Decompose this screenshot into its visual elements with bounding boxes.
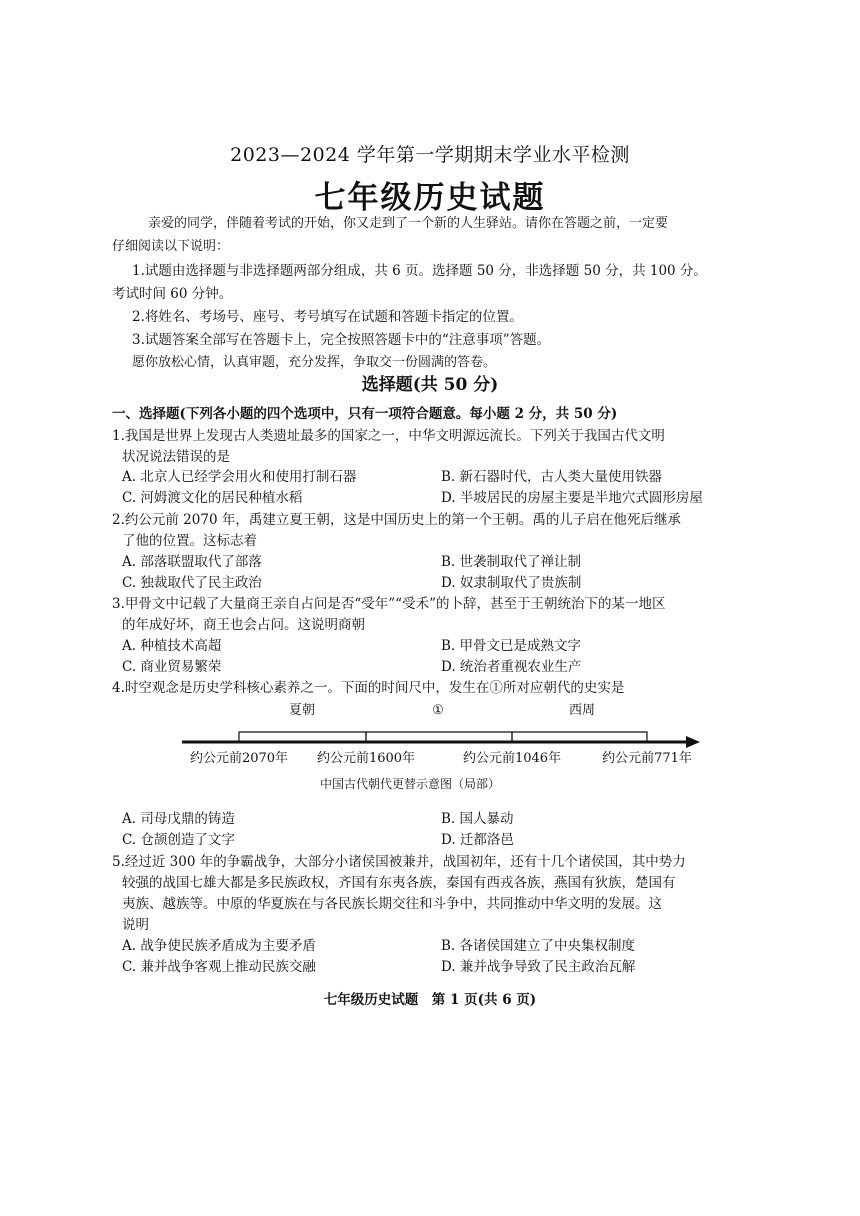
- question-3-option-c: C. 商业贸易繁荣: [122, 659, 222, 675]
- question-2-option-a: A. 部落联盟取代了部落: [122, 554, 262, 570]
- question-5-stem-line-3: 夷族、越族等。中原的华夏族在与各民族长期交往和斗争中，共同推动中华文明的发展。这: [122, 896, 662, 912]
- question-5-stem-line-2: 较强的战国七雄大都是多民族政权，齐国有东夷各族，秦国有西戎各族，燕国有狄族，楚国有: [122, 875, 676, 891]
- timeline-segment-western-zhou: 西周: [568, 703, 596, 718]
- section-title: 选择题(共 50 分): [361, 375, 499, 395]
- question-5-stem-line-4: 说明: [122, 917, 149, 933]
- timeline-arrow-icon: [686, 736, 700, 748]
- question-3-stem-line-1: 3.甲骨文中记载了大量商王亲自占问是否“受年”“受禾”的卜辞，甚至于王朝统治下的某一地区: [112, 596, 666, 612]
- question-5-stem-line-1: 5.经过近 300 年的争霸战争，大部分小诸侯国被兼并，战国初年，还有十几个诸侯国，其中势力: [112, 854, 686, 870]
- note-1: 1.试题由选择题与非选择题两部分组成，共 6 页。选择题 50 分，非选择题 50 分，共 100 分。: [132, 263, 707, 279]
- school-year-heading: 2023—2024 学年第一学期期末学业水平检测: [230, 144, 630, 166]
- intro-line-1: 亲爱的同学，伴随着考试的开始，你又走到了一个新的人生驿站。请你在答题之前，一定要: [148, 216, 669, 231]
- note-2: 2.将姓名、考场号、座号、考号填写在试题和答题卡指定的位置。: [132, 309, 523, 325]
- question-5-option-b: B. 各诸侯国建立了中央集权制度: [441, 938, 636, 954]
- question-3-option-a: A. 种植技术高超: [122, 638, 222, 654]
- timeline-segment-xia: 夏朝: [288, 703, 316, 718]
- timeline-caption: 中国古代朝代更替示意图（局部）: [319, 777, 501, 791]
- timeline-diagram: [170, 695, 710, 800]
- question-3-stem-line-2: 的年成好坏，商王也会占问。这说明商朝: [122, 617, 365, 633]
- note-1-cont: 考试时间 60 分钟。: [112, 286, 233, 302]
- question-2-option-b: B. 世袭制取代了禅让制: [441, 554, 582, 570]
- question-3-option-d: D. 统治者重视农业生产: [441, 659, 582, 675]
- timeline-segment-1: ①: [432, 703, 444, 718]
- exam-title: 七年级历史试题: [314, 180, 546, 216]
- question-4-option-c: C. 仓颉创造了文字: [122, 832, 235, 848]
- timeline-date-2: 约公元前1600年: [316, 751, 416, 766]
- note-encouragement: 愿你放松心情，认真审题，充分发挥，争取交一份圆满的答卷。: [132, 355, 497, 370]
- question-4-option-b: B. 国人暴动: [441, 811, 514, 827]
- question-1-stem-line-1: 1.我国是世界上发现古人类遗址最多的国家之一，中华文明源远流长。下列关于我国古代文明: [112, 428, 665, 444]
- question-4-option-d: D. 迁都洛邑: [441, 832, 514, 848]
- question-3-option-b: B. 甲骨文已是成熟文字: [441, 638, 582, 654]
- intro-line-2: 仔细阅读以下说明：: [112, 239, 230, 254]
- question-1-stem-line-2: 状况说法错误的是: [122, 449, 230, 465]
- page-footer: 七年级历史试题 第 1 页(共 6 页): [323, 992, 537, 1008]
- timeline-date-4: 约公元前771年: [602, 751, 692, 766]
- question-4-option-a: A. 司母戊鼎的铸造: [122, 811, 235, 827]
- timeline-date-3: 约公元前1046年: [462, 751, 562, 766]
- question-1-option-b: B. 新石器时代，古人类大量使用铁器: [441, 469, 663, 485]
- part-header: 一、选择题(下列各小题的四个选项中，只有一项符合题意。每小题 2 分，共 50 分): [112, 406, 618, 422]
- question-5-option-c: C. 兼并战争客观上推动民族交融: [122, 959, 316, 975]
- question-1-option-d: D. 半坡居民的房屋主要是半地穴式圆形房屋: [441, 490, 703, 506]
- question-1-option-c: C. 河姆渡文化的居民种植水稻: [122, 490, 303, 506]
- note-3: 3.试题答案全部写在答题卡上，完全按照答题卡中的“注意事项”答题。: [132, 332, 551, 348]
- question-2-option-c: C. 独裁取代了民主政治: [122, 575, 262, 591]
- question-1-option-a: A. 北京人已经学会用火和使用打制石器: [122, 469, 357, 485]
- timeline-date-1: 约公元前2070年: [189, 751, 289, 766]
- question-2-stem-line-2: 了他的位置。这标志着: [122, 533, 257, 549]
- question-5-option-d: D. 兼并战争导致了民主政治瓦解: [441, 959, 636, 975]
- question-2-stem-line-1: 2.约公元前 2070 年，禹建立夏王朝，这是中国历史上的第一个王朝。禹的儿子启在他死后继承: [112, 512, 681, 528]
- question-4-stem: 4.时空观念是历史学科核心素养之一。下面的时间尺中，发生在①所对应朝代的史实是: [112, 680, 625, 696]
- question-2-option-d: D. 奴隶制取代了贵族制: [441, 575, 582, 591]
- question-5-option-a: A. 战争使民族矛盾成为主要矛盾: [122, 938, 316, 954]
